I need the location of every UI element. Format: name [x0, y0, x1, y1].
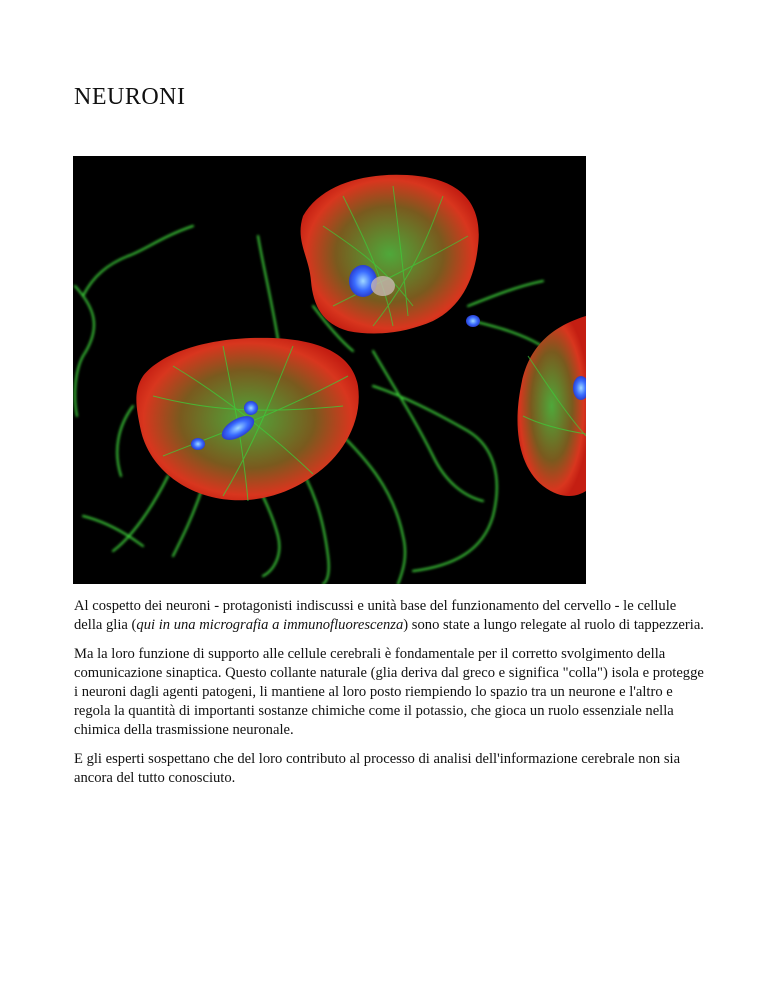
paragraph-1-text-end: ) sono state a lungo relegate al ruolo di tappezzeria.: [403, 617, 704, 633]
micrograph-drawing: [73, 156, 586, 584]
page-title: NEURONI: [74, 84, 186, 110]
paragraph-1-emphasis: qui in una micrografia a immunofluorescenza: [136, 617, 404, 633]
paragraph-2: Ma la loro funzione di supporto alle cellule cerebrali è fondamentale per il corretto svolgimento della comunicazione sinaptica. Questo collante naturale (glia deriva dal greco e significa "colla") isola e protegge i neuroni dagli agenti patogeni, li mantiene al loro posto riempiendo lo spazio tra un neurone e l'altro e regola la quantità di importanti sostanze chimiche come il potassio, che gioca un ruolo essenziale nella chimica della trasmissione neuronale.: [74, 646, 704, 738]
article-body: [74, 597, 704, 798]
immunofluorescence-micrograph: [73, 156, 586, 584]
paragraph-3: E gli esperti sospettano che del loro contributo al processo di analisi dell'informazione cerebrale non sia ancora del tutto conosciuto.: [74, 751, 681, 786]
paragraph-1-text-start: Al cospetto dei neuroni - protagonisti indiscussi e unità base del funzionamento del cervello - le cellule della glia (: [74, 598, 677, 633]
isolated-nucleus: [466, 315, 480, 327]
paragraph-1: [74, 597, 704, 635]
